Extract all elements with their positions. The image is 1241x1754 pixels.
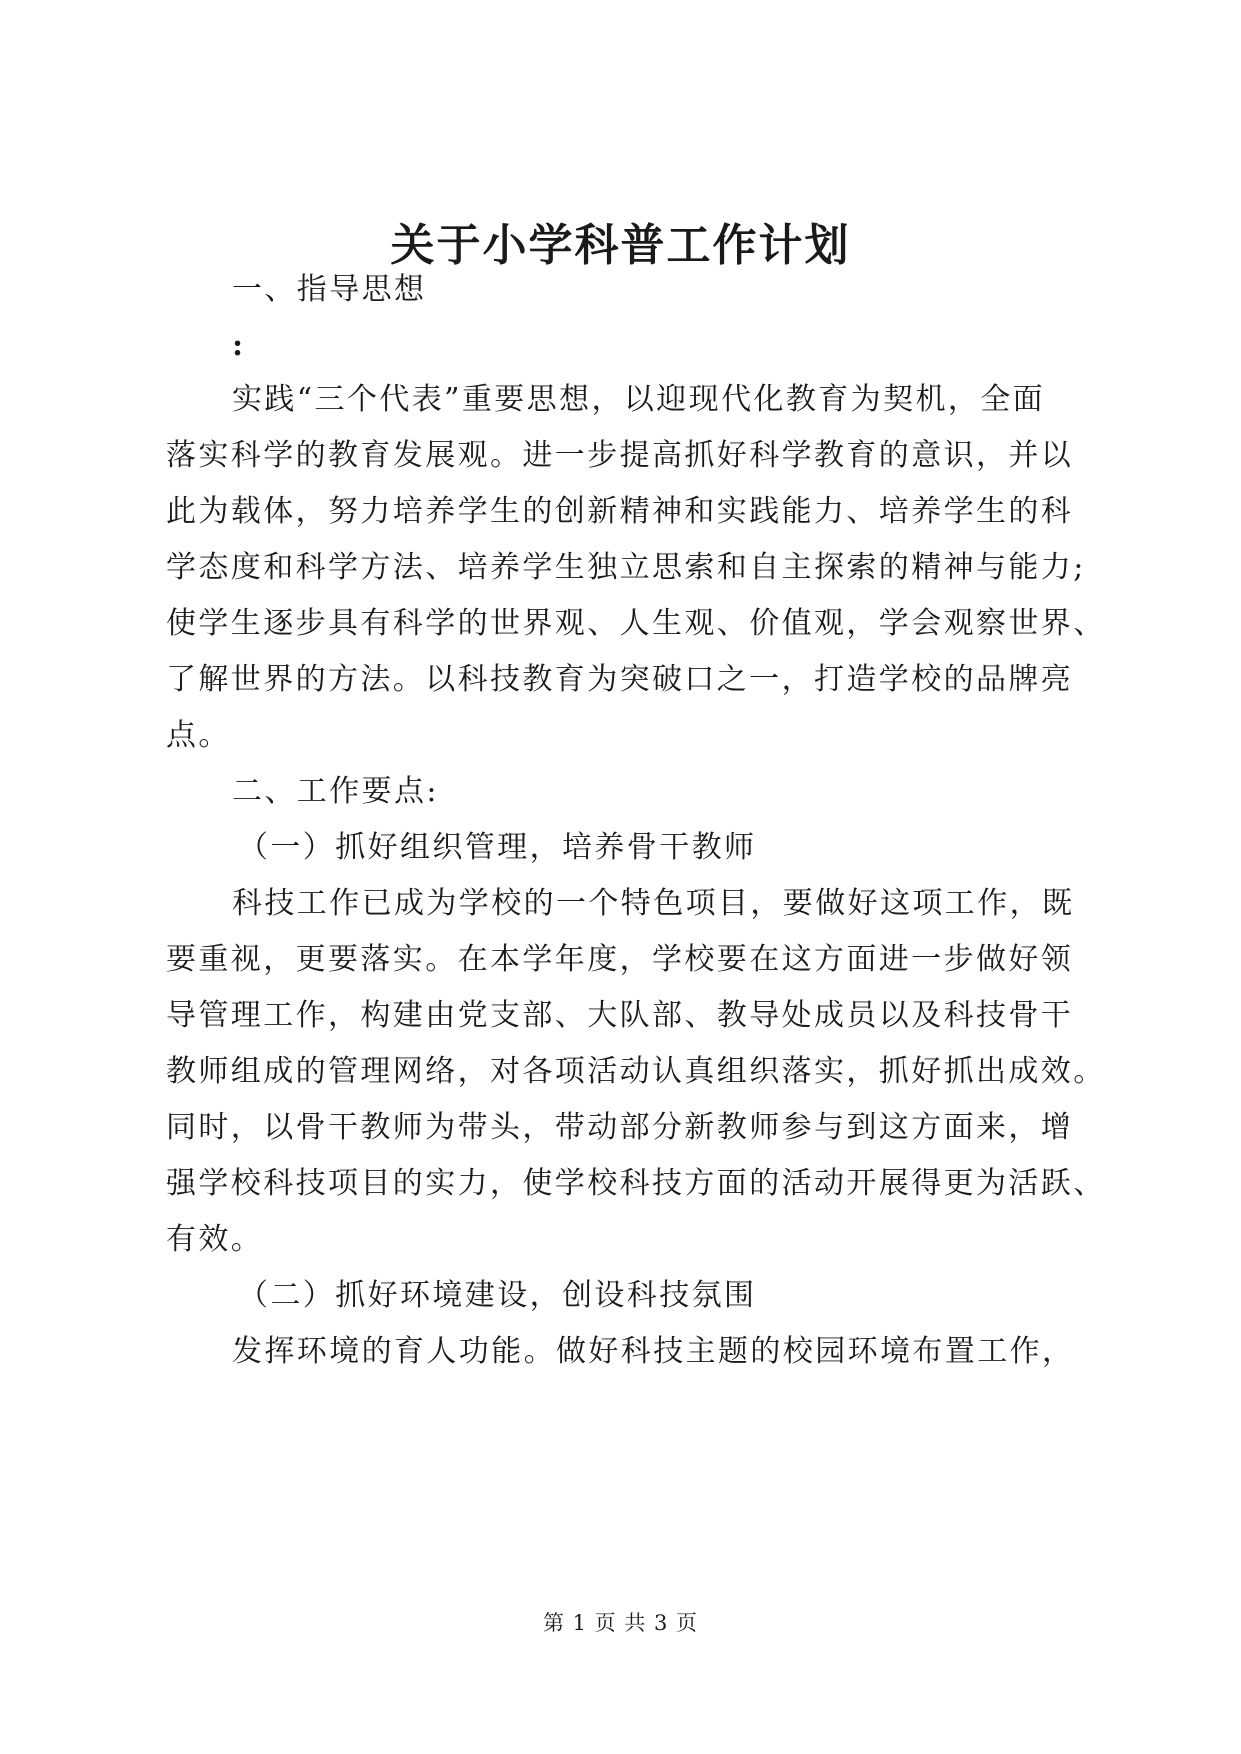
paragraph-line: 教师组成的管理网络，对各项活动认真组织落实，抓好抓出成效。 <box>166 1054 1106 1089</box>
paragraph-line: 导管理工作，构建由党支部、大队部、教导处成员以及科技骨干 <box>166 998 1074 1033</box>
paragraph-line: 点。 <box>166 718 231 753</box>
paragraph-line: 使学生逐步具有科学的世界观、人生观、价值观，学会观察世界、 <box>166 606 1106 641</box>
paragraph-line: 同时，以骨干教师为带头，带动部分新教师参与到这方面来，增 <box>166 1110 1074 1145</box>
paragraph-line: 学态度和科学方法、培养学生独立思索和自主探索的精神与能力; <box>166 550 1086 585</box>
paragraph-line: 科技工作已成为学校的一个特色项目，要做好这项工作，既 <box>232 886 1075 921</box>
paragraph-line: 落实科学的教育发展观。进一步提高抓好科学教育的意识，并以 <box>166 438 1074 473</box>
paragraph-line: 了解世界的方法。以科技教育为突破口之一，打造学校的品牌亮 <box>166 662 1074 697</box>
subsection-heading-2: （二）抓好环境建设，创设科技氛围 <box>238 1278 757 1313</box>
page-number-footer: 第 1 页 共 3 页 <box>542 1611 699 1635</box>
colon-line: : <box>232 328 246 363</box>
paragraph-line: 实践“三个代表”重要思想，以迎现代化教育为契机，全面 <box>232 382 1046 417</box>
section-heading-guiding-ideology: 一、指导思想 <box>232 272 427 307</box>
paragraph-line: 此为载体，努力培养学生的创新精神和实践能力、培养学生的科 <box>166 494 1074 529</box>
document-title: 关于小学科普工作计划 <box>390 220 851 271</box>
paragraph-line: 要重视，更要落实。在本学年度，学校要在这方面进一步做好领 <box>166 942 1074 977</box>
paragraph-line: 强学校科技项目的实力，使学校科技方面的活动开展得更为活跃、 <box>166 1166 1106 1201</box>
paragraph-line: 有效。 <box>166 1222 264 1257</box>
paragraph-line: 发挥环境的育人功能。做好科技主题的校园环境布置工作， <box>232 1334 1075 1369</box>
section-heading-work-points: 二、工作要点: <box>232 774 439 809</box>
subsection-heading-1: （一）抓好组织管理，培养骨干教师 <box>238 830 757 865</box>
